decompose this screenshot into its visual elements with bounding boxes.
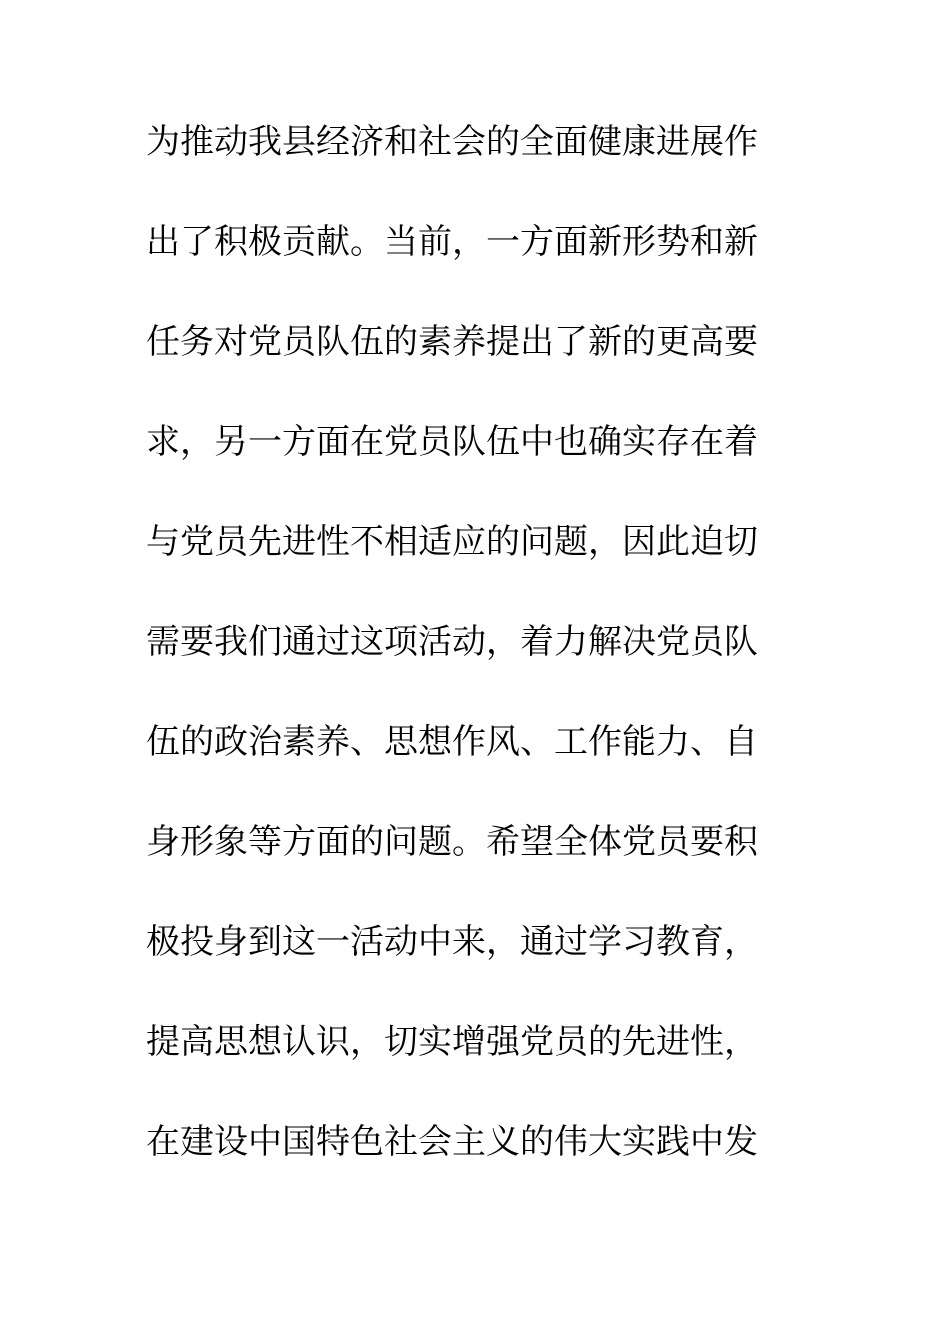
text-line: 身形象等方面的问题。希望全体党员要积 — [146, 822, 758, 862]
text-line: 需要我们通过这项活动，着力解决党员队 — [146, 622, 758, 662]
text-line: 任务对党员队伍的素养提出了新的更高要 — [146, 322, 758, 362]
text-line: 提高思想认识，切实增强党员的先进性， — [146, 1022, 758, 1062]
body-text — [146, 122, 806, 1222]
text-line: 伍的政治素养、思想作风、工作能力、自 — [146, 722, 758, 762]
text-line: 出了积极贡献。当前，一方面新形势和新 — [146, 222, 758, 262]
text-line: 在建设中国特色社会主义的伟大实践中发 — [146, 1122, 758, 1162]
text-line: 与党员先进性不相适应的问题，因此迫切 — [146, 522, 758, 562]
text-line: 为推动我县经济和社会的全面健康进展作 — [146, 122, 758, 162]
text-line: 求，另一方面在党员队伍中也确实存在着 — [146, 422, 758, 462]
text-line: 极投身到这一活动中来，通过学习教育， — [146, 922, 758, 962]
